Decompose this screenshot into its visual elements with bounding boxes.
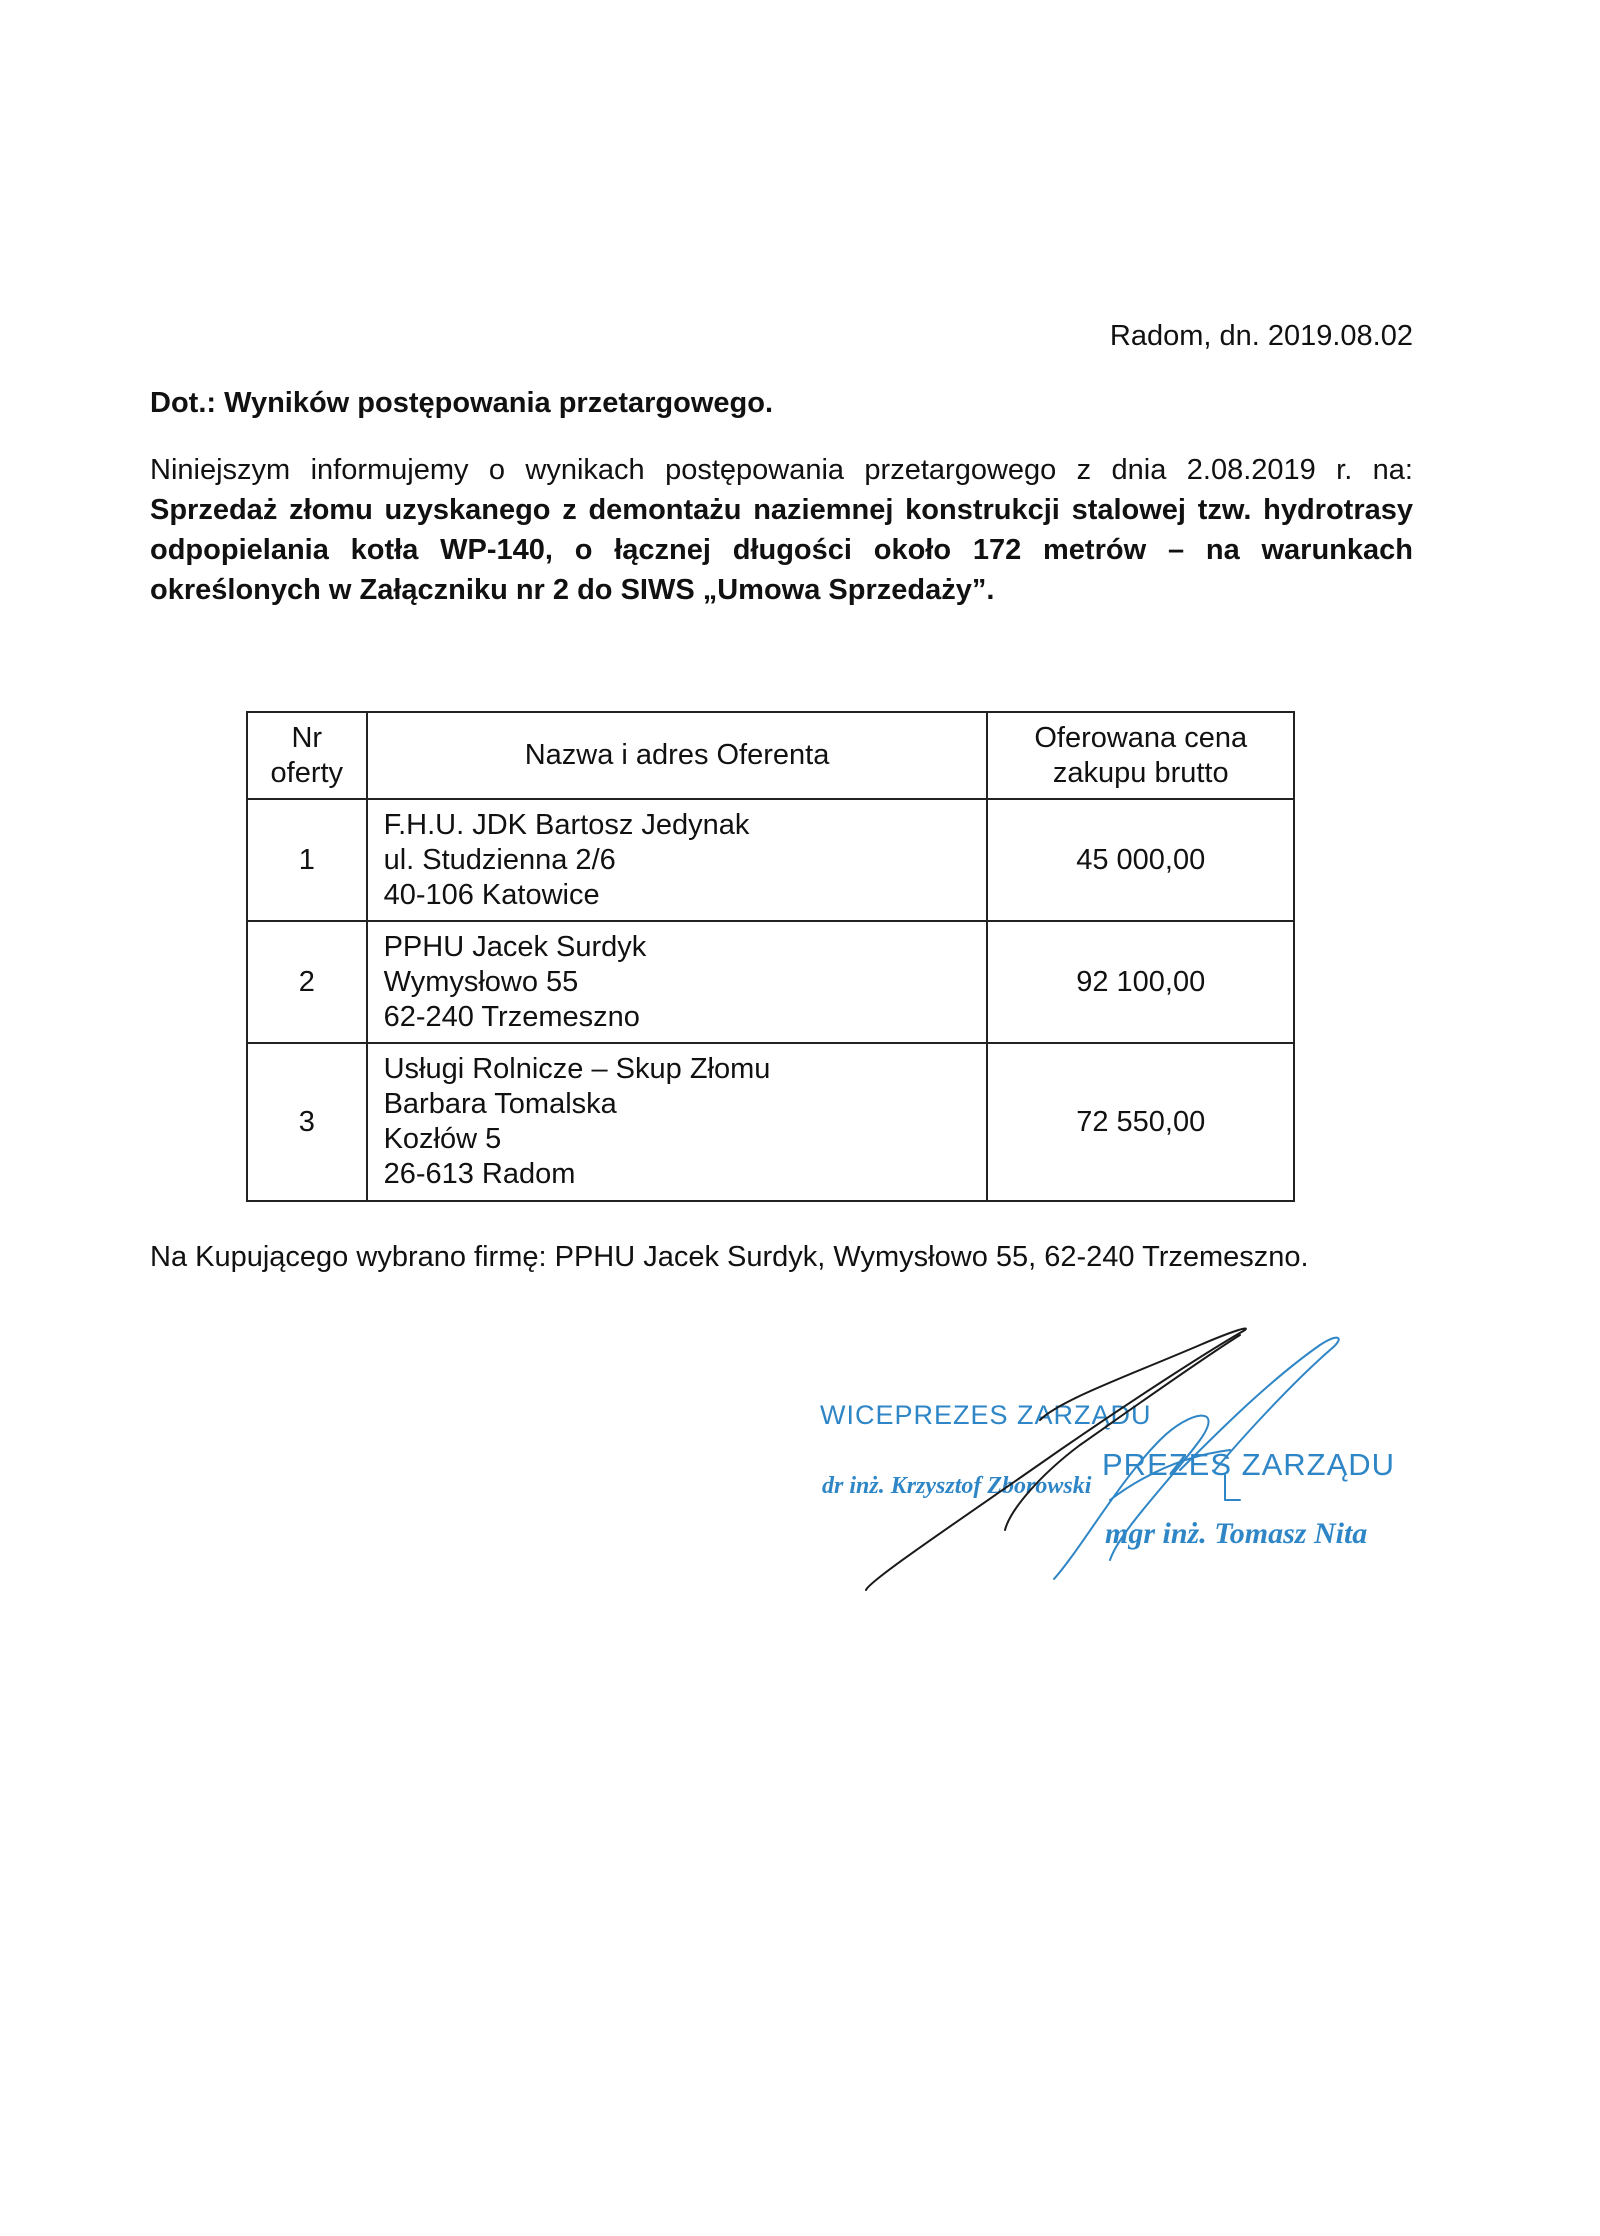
vice-president-stamp-title: WICEPREZES ZARZĄDU: [820, 1400, 1152, 1430]
address-line: Wymysłowo 55: [383, 965, 579, 998]
address-line: Barbara Tomalska: [383, 1088, 617, 1120]
intro-text: Niniejszym informujemy o wynikach postępowania przetargowego z dnia 2.08.2019 r. na:: [150, 454, 1413, 486]
bidder-address: [367, 1043, 988, 1201]
subject-label: Dot.:: [150, 387, 217, 419]
address-line: ul. Studzienna 2/6: [383, 843, 616, 876]
header-offer-number-line1: Nr: [291, 721, 323, 754]
letter-subject: [150, 387, 773, 420]
address-line: 40-106 Katowice: [383, 878, 600, 911]
selected-buyer-statement: Na Kupującego wybrano firmę: PPHU Jacek Surdyk, Wymysłowo 55, 62-240 Trzemeszno.: [150, 1241, 1309, 1273]
header-offer-number-line2: oferty: [270, 756, 344, 789]
tender-subject: Sprzedaż złomu uzyskanego z demontażu naziemnej konstrukcji stalowej tzw. hydrotrasy odpopielania kotła WP-140, o łącznej długości około 172 metrów – na warunkach określonych w Załączniku nr 2 do SIWS „Umowa Sprzedaży”.: [150, 494, 1413, 606]
header-offer-number: [247, 712, 367, 799]
bidder-address: [367, 799, 988, 921]
table-row: [247, 921, 1294, 1043]
address-line: PPHU Jacek Surdyk: [383, 930, 647, 963]
intro-paragraph: [150, 450, 1413, 610]
offer-number: 3: [247, 1043, 367, 1201]
address-line: Usługi Rolnicze – Skup Złomu: [383, 1053, 771, 1085]
header-price-line1: Oferowana cena: [1034, 721, 1248, 754]
address-line: F.H.U. JDK Bartosz Jedynak: [383, 808, 750, 841]
offers-table-header: [247, 712, 1294, 799]
table-row: [247, 1043, 1294, 1201]
header-price-line2: zakupu brutto: [1052, 756, 1229, 789]
header-price: [987, 712, 1294, 799]
president-stamp-name: mgr inż. Tomasz Nita: [1105, 1517, 1368, 1550]
address-line: 26-613 Radom: [383, 1158, 576, 1190]
offer-price: 72 550,00: [987, 1043, 1294, 1201]
address-line: 62-240 Trzemeszno: [383, 1000, 640, 1033]
table-row: [247, 799, 1294, 921]
offer-number: 1: [247, 799, 367, 921]
header-bidder: Nazwa i adres Oferenta: [367, 712, 988, 799]
offers-table: [246, 711, 1295, 1202]
vice-president-stamp-name: dr inż. Krzysztof Zborowski: [822, 1473, 1092, 1499]
address-line: Kozłów 5: [383, 1123, 502, 1155]
subject-text: Wyników postępowania przetargowego.: [224, 387, 774, 419]
offer-number: 2: [247, 921, 367, 1043]
offer-price: 92 100,00: [987, 921, 1294, 1043]
bidder-address: [367, 921, 988, 1043]
offer-price: 45 000,00: [987, 799, 1294, 921]
letter-date: Radom, dn. 2019.08.02: [1109, 320, 1413, 352]
president-stamp-title: PREZES ZARZĄDU: [1102, 1447, 1396, 1482]
